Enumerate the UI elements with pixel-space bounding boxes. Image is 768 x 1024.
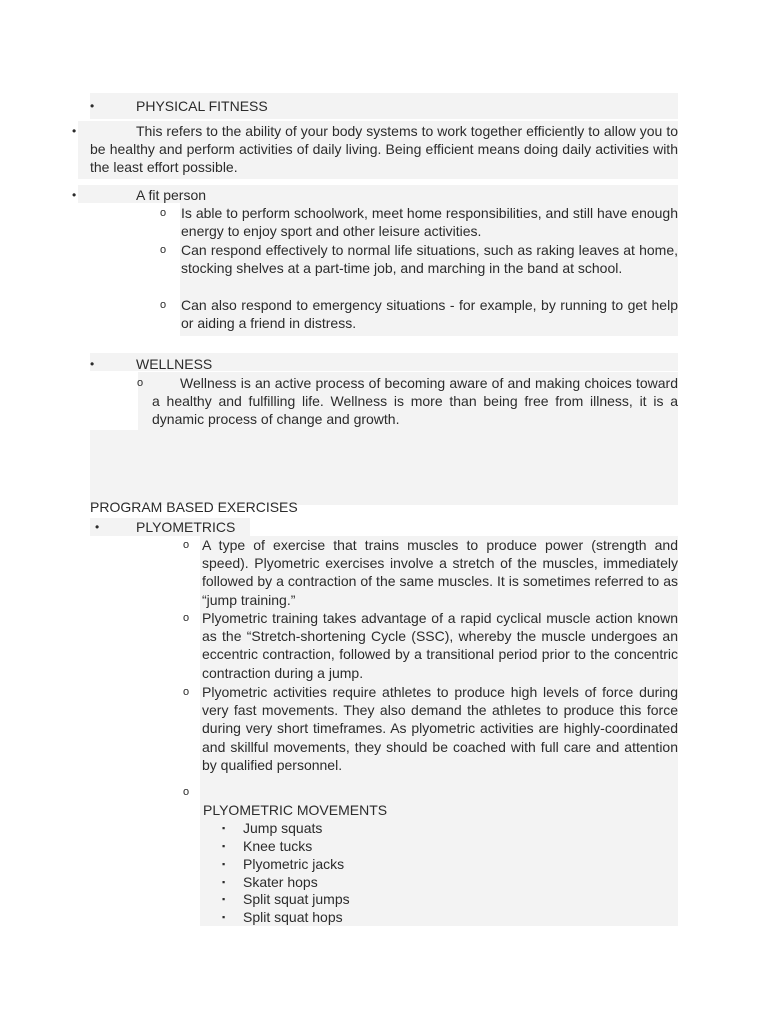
fit-person-item: Is able to perform schoolwork, meet home responsibilities, and still have enough energy to enjoy sport and other leisure activities. bbox=[181, 205, 678, 240]
circle-marker: o bbox=[160, 244, 167, 256]
movement-item: Jump squats bbox=[243, 820, 323, 836]
square-marker: ▪ bbox=[222, 841, 226, 851]
section-title-program-based-exercises: PROGRAM BASED EXERCISES bbox=[90, 499, 298, 515]
square-marker: ▪ bbox=[222, 912, 226, 922]
bullet-marker: • bbox=[90, 357, 95, 371]
circle-marker: o bbox=[137, 377, 144, 389]
circle-marker: o bbox=[160, 299, 167, 311]
plyometrics-item: A type of exercise that trains muscles to produce power (strength and speed). Plyometric exercises involve a stretch of the muscles, immediately followed by a contraction of the same muscles. It is sometimes referred to as “jump training.” bbox=[202, 537, 678, 608]
wellness-text: Wellness is an active process of becoming aware of and making choices toward a healthy and fulfilling life. Wellness is more than being free from illness, it is a dynamic process of change and growth. bbox=[152, 375, 678, 428]
square-marker: ▪ bbox=[222, 894, 226, 904]
movement-item: Split squat jumps bbox=[243, 891, 350, 907]
bullet-marker: • bbox=[95, 520, 100, 534]
circle-marker: o bbox=[183, 686, 190, 698]
square-marker: ▪ bbox=[222, 823, 226, 833]
plyometrics-subtitle: PLYOMETRICS bbox=[136, 519, 236, 535]
square-marker: ▪ bbox=[222, 877, 226, 887]
plyometric-movements-heading: PLYOMETRIC MOVEMENTS bbox=[203, 802, 388, 818]
circle-marker: o bbox=[183, 786, 190, 798]
plyometrics-item: Plyometric activities require athletes to produce high levels of force during very fast movements. They also demand the athletes to produce this force during very short timeframes. As plyometric activities are highly-coordinated and skillful movements, they should be coached with full care and attention by qualified personnel. bbox=[202, 684, 678, 773]
fit-person-item: Can respond effectively to normal life situations, such as raking leaves at home, stocking shelves at a part-time job, and marching in the band at school. bbox=[181, 242, 678, 277]
fit-person-heading: A fit person bbox=[136, 187, 207, 203]
section-title-wellness: WELLNESS bbox=[136, 356, 213, 372]
bullet-marker: • bbox=[72, 188, 77, 202]
movement-item: Skater hops bbox=[243, 874, 318, 890]
bullet-marker: • bbox=[90, 99, 95, 113]
fit-person-item: Can also respond to emergency situations - for example, by running to get help or aiding a friend in distress. bbox=[181, 297, 678, 332]
circle-marker: o bbox=[160, 207, 167, 219]
shade-block bbox=[90, 430, 678, 505]
circle-marker: o bbox=[183, 539, 190, 551]
section-title-physical-fitness: PHYSICAL FITNESS bbox=[136, 98, 268, 114]
movement-item: Knee tucks bbox=[243, 838, 313, 854]
movement-item: Split squat hops bbox=[243, 909, 343, 925]
movement-item: Plyometric jacks bbox=[243, 856, 345, 872]
bullet-marker: • bbox=[72, 124, 77, 138]
square-marker: ▪ bbox=[222, 859, 226, 869]
circle-marker: o bbox=[183, 612, 190, 624]
fitness-definition: This refers to the ability of your body systems to work together efficiently to allow you to be healthy and perform activities of daily living. Being efficient means doing daily activities with the least effort possible. bbox=[90, 123, 678, 176]
plyometrics-item: Plyometric training takes advantage of a rapid cyclical muscle action known as the “Stretch-shortening Cycle (SSC), whereby the muscle undergoes an eccentric contraction, followed by a transitional period prior to the concentric contraction during a jump. bbox=[202, 610, 678, 681]
